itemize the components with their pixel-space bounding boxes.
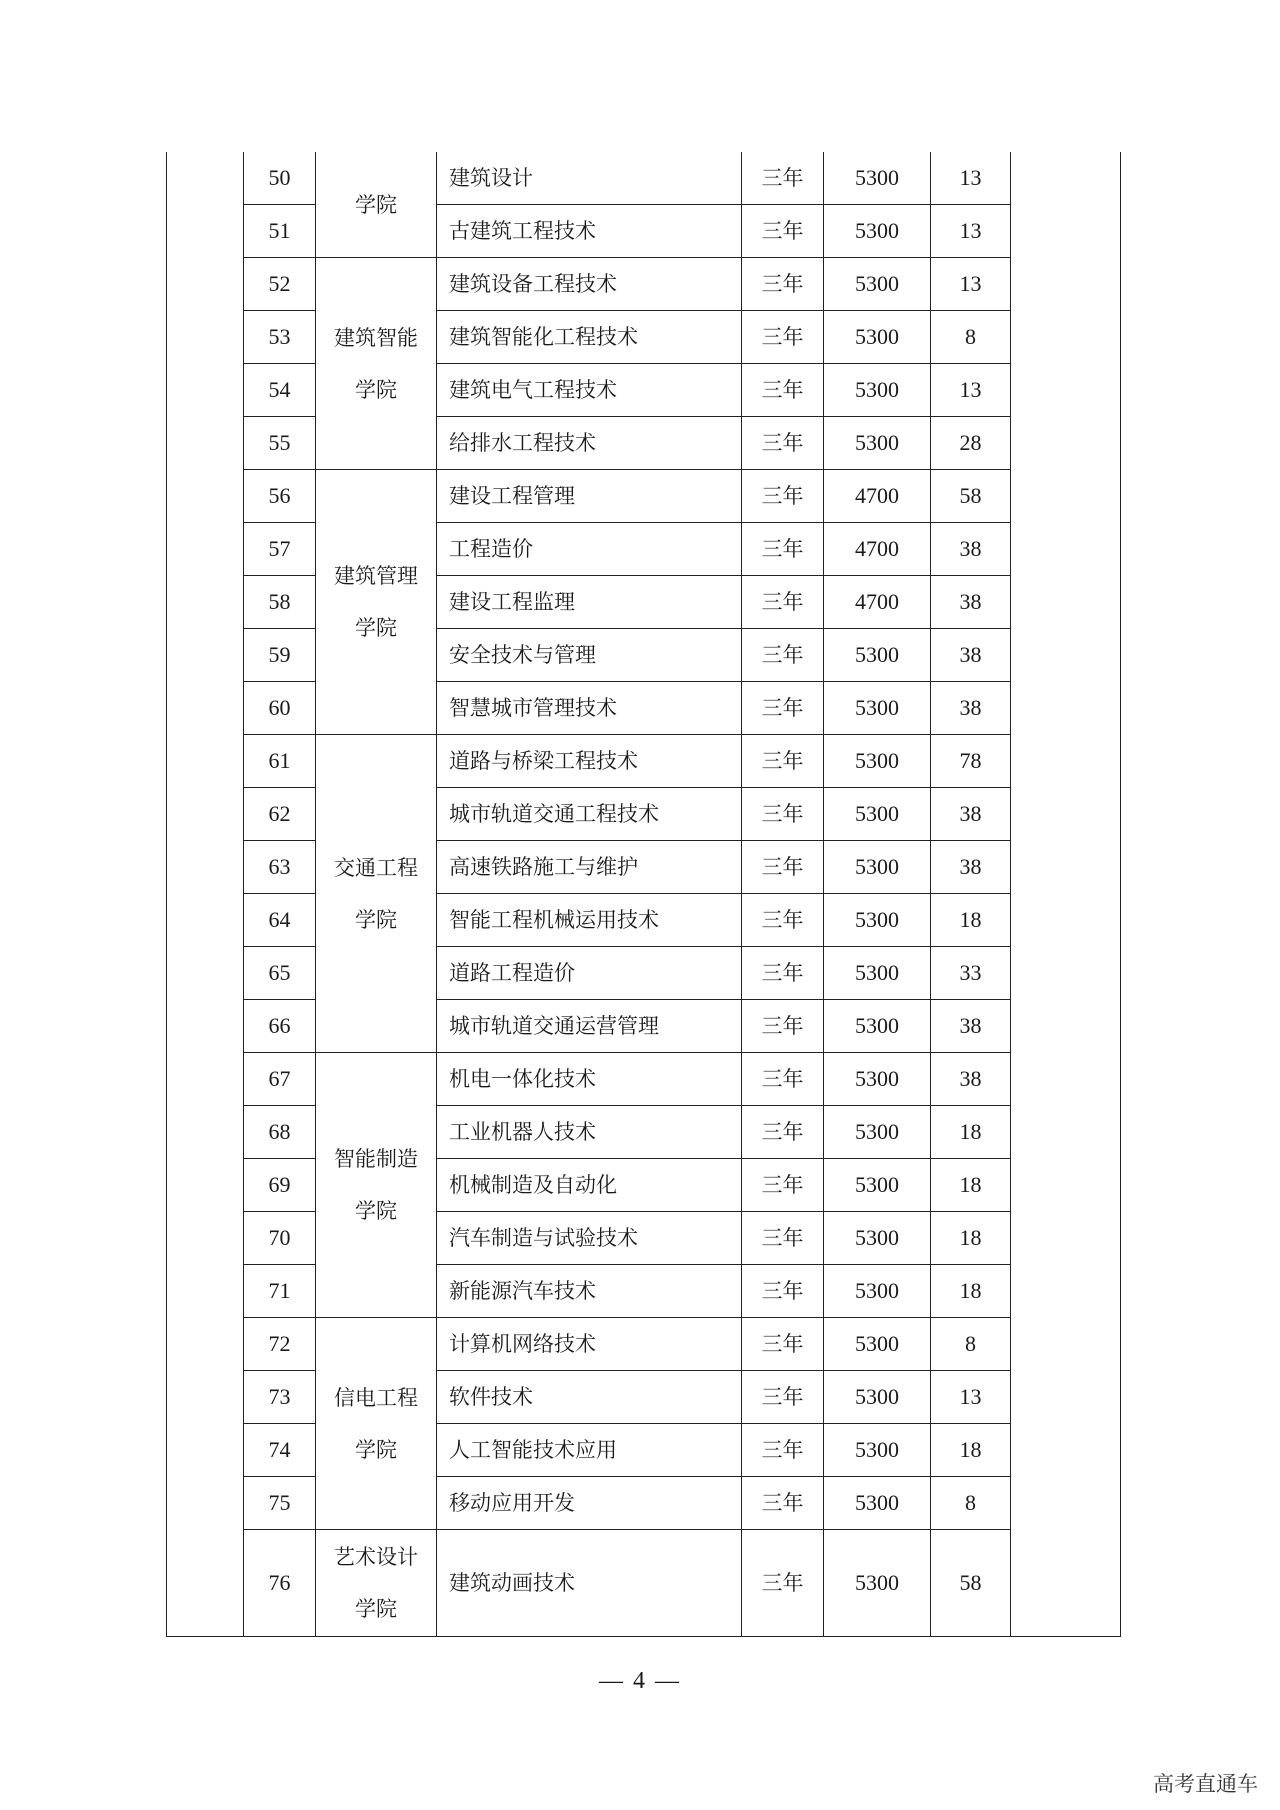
row-index: 69 bbox=[244, 1159, 316, 1212]
study-years: 三年 bbox=[742, 364, 824, 417]
college-line: 建筑智能 bbox=[334, 325, 418, 350]
college-line: 学院 bbox=[355, 377, 397, 402]
enrollment-count: 78 bbox=[931, 735, 1011, 788]
tuition-fee: 5300 bbox=[824, 364, 931, 417]
table-row bbox=[167, 1530, 1121, 1637]
table-body bbox=[167, 152, 1121, 1637]
college-line: 学院 bbox=[355, 907, 397, 932]
major-name: 软件技术 bbox=[437, 1371, 742, 1424]
college-line: 交通工程 bbox=[334, 855, 418, 880]
row-index: 52 bbox=[244, 258, 316, 311]
enrollment-count: 13 bbox=[931, 1371, 1011, 1424]
table-row bbox=[167, 1053, 1121, 1106]
tuition-fee: 4700 bbox=[824, 576, 931, 629]
major-name: 建筑设计 bbox=[437, 152, 742, 205]
major-name: 安全技术与管理 bbox=[437, 629, 742, 682]
major-name: 移动应用开发 bbox=[437, 1477, 742, 1530]
row-index: 62 bbox=[244, 788, 316, 841]
enrollment-count: 18 bbox=[931, 1159, 1011, 1212]
tuition-fee: 4700 bbox=[824, 470, 931, 523]
table-row bbox=[167, 1318, 1121, 1371]
row-index: 50 bbox=[244, 152, 316, 205]
table-row bbox=[167, 258, 1121, 311]
table-row bbox=[167, 1212, 1121, 1265]
row-index: 68 bbox=[244, 1106, 316, 1159]
major-name: 建设工程管理 bbox=[437, 470, 742, 523]
tuition-fee: 5300 bbox=[824, 629, 931, 682]
blank-left-column bbox=[167, 152, 244, 1637]
major-name: 汽车制造与试验技术 bbox=[437, 1212, 742, 1265]
tuition-fee: 5300 bbox=[824, 1265, 931, 1318]
major-name: 建筑智能化工程技术 bbox=[437, 311, 742, 364]
study-years: 三年 bbox=[742, 788, 824, 841]
major-name: 新能源汽车技术 bbox=[437, 1265, 742, 1318]
tuition-fee: 5300 bbox=[824, 947, 931, 1000]
table-row bbox=[167, 1424, 1121, 1477]
tuition-fee: 5300 bbox=[824, 1371, 931, 1424]
major-name: 智能工程机械运用技术 bbox=[437, 894, 742, 947]
table-row bbox=[167, 841, 1121, 894]
row-index: 64 bbox=[244, 894, 316, 947]
tuition-fee: 5300 bbox=[824, 311, 931, 364]
major-name: 建设工程监理 bbox=[437, 576, 742, 629]
table-row bbox=[167, 152, 1121, 205]
tuition-fee: 5300 bbox=[824, 1212, 931, 1265]
major-name: 建筑设备工程技术 bbox=[437, 258, 742, 311]
enrollment-count: 58 bbox=[931, 470, 1011, 523]
row-index: 66 bbox=[244, 1000, 316, 1053]
enrollment-count: 38 bbox=[931, 523, 1011, 576]
row-index: 76 bbox=[244, 1530, 316, 1637]
enrollment-count: 18 bbox=[931, 1265, 1011, 1318]
study-years: 三年 bbox=[742, 152, 824, 205]
study-years: 三年 bbox=[742, 311, 824, 364]
enrollment-count: 38 bbox=[931, 1053, 1011, 1106]
row-index: 73 bbox=[244, 1371, 316, 1424]
study-years: 三年 bbox=[742, 1477, 824, 1530]
college-cell bbox=[316, 1530, 437, 1637]
study-years: 三年 bbox=[742, 1053, 824, 1106]
major-name: 古建筑工程技术 bbox=[437, 205, 742, 258]
tuition-fee: 5300 bbox=[824, 841, 931, 894]
table-row bbox=[167, 1371, 1121, 1424]
tuition-fee: 5300 bbox=[824, 1159, 931, 1212]
enrollment-count: 33 bbox=[931, 947, 1011, 1000]
table-row bbox=[167, 311, 1121, 364]
enrollment-count: 13 bbox=[931, 152, 1011, 205]
tuition-fee: 5300 bbox=[824, 152, 931, 205]
college-cell bbox=[316, 1318, 437, 1530]
table-row bbox=[167, 894, 1121, 947]
table-row bbox=[167, 470, 1121, 523]
study-years: 三年 bbox=[742, 1000, 824, 1053]
study-years: 三年 bbox=[742, 841, 824, 894]
college-cell bbox=[316, 258, 437, 470]
enrollment-count: 18 bbox=[931, 1212, 1011, 1265]
enrollment-count: 8 bbox=[931, 311, 1011, 364]
study-years: 三年 bbox=[742, 1106, 824, 1159]
enrollment-count: 8 bbox=[931, 1477, 1011, 1530]
table-row bbox=[167, 205, 1121, 258]
major-name: 城市轨道交通运营管理 bbox=[437, 1000, 742, 1053]
study-years: 三年 bbox=[742, 1371, 824, 1424]
row-index: 75 bbox=[244, 1477, 316, 1530]
enrollment-count: 38 bbox=[931, 788, 1011, 841]
row-index: 74 bbox=[244, 1424, 316, 1477]
major-name: 工程造价 bbox=[437, 523, 742, 576]
enrollment-count: 38 bbox=[931, 682, 1011, 735]
major-name: 道路工程造价 bbox=[437, 947, 742, 1000]
college-line: 学院 bbox=[355, 616, 397, 640]
major-name: 智慧城市管理技术 bbox=[437, 682, 742, 735]
row-index: 61 bbox=[244, 735, 316, 788]
college-cell bbox=[316, 735, 437, 1053]
tuition-fee: 5300 bbox=[824, 1106, 931, 1159]
enrollment-count: 13 bbox=[931, 364, 1011, 417]
major-name: 机电一体化技术 bbox=[437, 1053, 742, 1106]
major-name: 高速铁路施工与维护 bbox=[437, 841, 742, 894]
enrollment-count: 38 bbox=[931, 841, 1011, 894]
tuition-fee: 5300 bbox=[824, 258, 931, 311]
row-index: 54 bbox=[244, 364, 316, 417]
table-row bbox=[167, 629, 1121, 682]
table-row bbox=[167, 523, 1121, 576]
row-index: 57 bbox=[244, 523, 316, 576]
study-years: 三年 bbox=[742, 523, 824, 576]
study-years: 三年 bbox=[742, 1530, 824, 1637]
tuition-fee: 4700 bbox=[824, 523, 931, 576]
college-line: 学院 bbox=[355, 1597, 397, 1621]
major-name: 计算机网络技术 bbox=[437, 1318, 742, 1371]
table-row bbox=[167, 947, 1121, 1000]
table-row bbox=[167, 1159, 1121, 1212]
table-row bbox=[167, 682, 1121, 735]
study-years: 三年 bbox=[742, 1212, 824, 1265]
college-line: 信电工程 bbox=[334, 1385, 418, 1410]
tuition-fee: 5300 bbox=[824, 1424, 931, 1477]
row-index: 63 bbox=[244, 841, 316, 894]
row-index: 55 bbox=[244, 417, 316, 470]
enrollment-count: 13 bbox=[931, 205, 1011, 258]
table-row bbox=[167, 788, 1121, 841]
table-row bbox=[167, 1265, 1121, 1318]
major-name: 人工智能技术应用 bbox=[437, 1424, 742, 1477]
enrollment-count: 18 bbox=[931, 1424, 1011, 1477]
college-cell bbox=[316, 1053, 437, 1318]
page-number: — 4 — bbox=[599, 1668, 681, 1694]
major-name: 建筑电气工程技术 bbox=[437, 364, 742, 417]
enrollment-count: 18 bbox=[931, 1106, 1011, 1159]
major-name: 工业机器人技术 bbox=[437, 1106, 742, 1159]
enrollment-count: 8 bbox=[931, 1318, 1011, 1371]
college-cell bbox=[316, 470, 437, 735]
enrollment-count: 38 bbox=[931, 1000, 1011, 1053]
study-years: 三年 bbox=[742, 1159, 824, 1212]
study-years: 三年 bbox=[742, 205, 824, 258]
row-index: 60 bbox=[244, 682, 316, 735]
row-index: 58 bbox=[244, 576, 316, 629]
college-line: 艺术设计 bbox=[334, 1545, 418, 1569]
table-row bbox=[167, 417, 1121, 470]
row-index: 56 bbox=[244, 470, 316, 523]
table-row bbox=[167, 735, 1121, 788]
major-name: 道路与桥梁工程技术 bbox=[437, 735, 742, 788]
enrollment-count: 13 bbox=[931, 258, 1011, 311]
tuition-fee: 5300 bbox=[824, 788, 931, 841]
college-line: 学院 bbox=[355, 1199, 397, 1223]
blank-right-column bbox=[1011, 152, 1121, 1637]
enrollment-count: 58 bbox=[931, 1530, 1011, 1637]
study-years: 三年 bbox=[742, 1424, 824, 1477]
college-line: 建筑管理 bbox=[334, 564, 418, 588]
college-line: 智能制造 bbox=[334, 1147, 418, 1171]
row-index: 72 bbox=[244, 1318, 316, 1371]
tuition-fee: 5300 bbox=[824, 1318, 931, 1371]
row-index: 51 bbox=[244, 205, 316, 258]
row-index: 65 bbox=[244, 947, 316, 1000]
study-years: 三年 bbox=[742, 258, 824, 311]
major-name: 给排水工程技术 bbox=[437, 417, 742, 470]
tuition-fee: 5300 bbox=[824, 682, 931, 735]
row-index: 59 bbox=[244, 629, 316, 682]
enrollment-count: 18 bbox=[931, 894, 1011, 947]
study-years: 三年 bbox=[742, 894, 824, 947]
tuition-fee: 5300 bbox=[824, 894, 931, 947]
study-years: 三年 bbox=[742, 947, 824, 1000]
tuition-fee: 5300 bbox=[824, 1053, 931, 1106]
table-row bbox=[167, 1477, 1121, 1530]
major-name: 建筑动画技术 bbox=[437, 1530, 742, 1637]
tuition-fee: 5300 bbox=[824, 1477, 931, 1530]
tuition-fee: 5300 bbox=[824, 417, 931, 470]
study-years: 三年 bbox=[742, 629, 824, 682]
table-row bbox=[167, 576, 1121, 629]
study-years: 三年 bbox=[742, 1265, 824, 1318]
tuition-fee: 5300 bbox=[824, 735, 931, 788]
watermark: 高考直通车 bbox=[1153, 1772, 1258, 1796]
tuition-fee: 5300 bbox=[824, 1000, 931, 1053]
row-index: 71 bbox=[244, 1265, 316, 1318]
tuition-fee: 5300 bbox=[824, 205, 931, 258]
college-cell: 学院 bbox=[316, 152, 437, 258]
enrollment-count: 38 bbox=[931, 629, 1011, 682]
study-years: 三年 bbox=[742, 1318, 824, 1371]
study-years: 三年 bbox=[742, 735, 824, 788]
enrollment-count: 38 bbox=[931, 576, 1011, 629]
study-years: 三年 bbox=[742, 470, 824, 523]
enrollment-table bbox=[166, 152, 1121, 1637]
row-index: 53 bbox=[244, 311, 316, 364]
tuition-fee: 5300 bbox=[824, 1530, 931, 1637]
major-name: 城市轨道交通工程技术 bbox=[437, 788, 742, 841]
table-row bbox=[167, 1106, 1121, 1159]
study-years: 三年 bbox=[742, 682, 824, 735]
table-row bbox=[167, 364, 1121, 417]
major-name: 机械制造及自动化 bbox=[437, 1159, 742, 1212]
enrollment-count: 28 bbox=[931, 417, 1011, 470]
study-years: 三年 bbox=[742, 417, 824, 470]
study-years: 三年 bbox=[742, 576, 824, 629]
table-row bbox=[167, 1000, 1121, 1053]
college-line: 学院 bbox=[355, 1437, 397, 1462]
row-index: 70 bbox=[244, 1212, 316, 1265]
row-index: 67 bbox=[244, 1053, 316, 1106]
